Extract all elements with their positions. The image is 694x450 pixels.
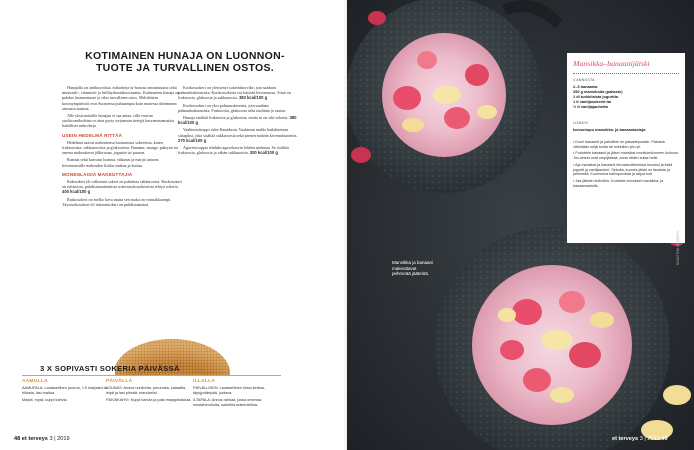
tip-text: Marjat, mysli, kuppi kahvia. bbox=[22, 397, 68, 402]
tip-heading: PÄIVÄLLÄ bbox=[106, 379, 133, 384]
issue-number: 3 | 2019 bbox=[49, 436, 70, 442]
paragraph bbox=[62, 179, 182, 195]
magazine-name: et terveys bbox=[612, 436, 639, 442]
tip-heading: AAMULLA bbox=[22, 379, 48, 384]
paragraph-text: Kookossokeri on yleistynyt sokerinkorvike, jota saadaan palmunkukinnoista. Kookossokeria voi käyttää leivonnassa. Siinä on fruktoosia, glukoosia ja sakkaroosia. bbox=[178, 85, 291, 101]
paragraph bbox=[178, 115, 298, 125]
paragraph-text: Hunaja sisältää fruktoosia ja glukoosia, mutta se on silti sokeria. bbox=[183, 115, 289, 121]
recipe-card bbox=[567, 53, 685, 243]
tip-illalla bbox=[193, 375, 281, 434]
kcal-value: 382 kcal/100 g bbox=[238, 95, 268, 101]
issue-number: 3 | 2019 bbox=[639, 436, 660, 442]
photo-credit: KUVAT EVA LINDBERG bbox=[676, 230, 680, 265]
tip-text: PÄIVÄLLINEN: Lautasellinen linssi-keittoa, täysjyväleipää, juotava. bbox=[193, 386, 265, 395]
tips-section bbox=[22, 375, 317, 430]
subheading: USEIN HEDELMÄ RITTÄÄ bbox=[62, 132, 123, 138]
paragraph: Rusinat sekä kuivatut luumut, viikunat ja marjat antavat leivonnaisiille makeuden lisäksi makua ja kuitua. bbox=[62, 157, 159, 168]
photo-caption: Mansikka ja banaani makeuttavat pehmeää jäätelöä. bbox=[392, 260, 434, 276]
kcal-value: 380 kcal/100 g bbox=[178, 115, 297, 126]
extra-label: LISÄKSI bbox=[573, 121, 588, 125]
recipe-title: Mansikka–banaanijätski bbox=[573, 59, 650, 68]
tip-heading: ILLALLA bbox=[193, 379, 216, 384]
paragraph-text: Vaahterasiirappi tulee Kanadasta. Vaahteran mahla haihdutetaan siirapiksi, joka sisältää sakkaroosia sekä pienen määrän kivennäisaineita. bbox=[178, 127, 298, 138]
tips-title: 3 X SOPIVASTI SOKERIA PÄIVÄSSÄ bbox=[40, 364, 180, 373]
tip-text: ILTAPALA: Annos rahkaa, jossa omenaa, mustaherukoita, sokerilla makeutettua. bbox=[193, 397, 263, 407]
servings-label: 4 ANNOSTA bbox=[573, 78, 595, 82]
page-folio-right bbox=[612, 436, 668, 442]
kcal-value: 300 kcal/100 g bbox=[249, 150, 278, 156]
article-column-1 bbox=[62, 85, 182, 209]
recipe-divider bbox=[573, 73, 679, 74]
paragraph: Hedelmät saavat makeutensa luontaisista sokereista, kuten fruktoosista, sakkaroosista ja glukoosista. Banaani, mango, päärynä tai omena makeuttavat jälkiruoan, jogurtin tai puuron. bbox=[62, 139, 178, 156]
page-number: 48 bbox=[14, 436, 21, 442]
magazine-name: et terveys bbox=[21, 436, 48, 442]
kcal-value: 270 kcal/100 g bbox=[178, 137, 207, 143]
tip-text: AAMUPALA: Lautasellinen puuroa, 1 tl marjasta tai hillosta, lasi maitoa. bbox=[22, 386, 108, 395]
recipe-steps bbox=[573, 140, 681, 190]
recipe-step: • Jaa jätskiin kulhoihin. Koristele annokset mansikka- ja banaaniastuilla. bbox=[573, 178, 664, 188]
recipe-step: • Kuori banaanit ja paloittele ne pakastepussiin. Pakasta vähintään neljä tuntia tai mieluiten yön yli. bbox=[573, 140, 665, 149]
ingredient-list bbox=[573, 84, 681, 109]
kcal-value: 400 kcal/100 g bbox=[62, 189, 91, 195]
paragraph: Alle yksivuotiaille hunajaa ei saa antaa, sillä vauvan suolistomikrobisto ei aina pysty torjumaan tiettyjä kasvamistamaisia haitallisia mikrobeja. bbox=[62, 113, 175, 129]
paragraph bbox=[178, 127, 298, 143]
paragraph bbox=[178, 85, 298, 101]
paragraph-text: Agavesiirappia tehdään agavekasvin lehtien mehusta. Se sisältää fruktoosia, glukoosia ja vähän sakkaroosia. bbox=[178, 145, 289, 156]
recipe-step: • Aja mansikat ja banaanit tehosekoittimessa muruksi ja lisää jogurtti ja vaniljasokeri. Sekoita, kunnes jätski on tasaista ja pehmeää. Kuumenna kahviporoista ja tarjoa heti. bbox=[573, 162, 673, 177]
article-column-2 bbox=[178, 85, 298, 157]
tip-aamulla bbox=[22, 375, 110, 434]
page-folio-left bbox=[14, 436, 70, 442]
ingredient: 250 g mansikoita (pakaste) bbox=[573, 89, 623, 95]
tip-paivalla bbox=[106, 375, 194, 434]
extra-ingredient: koivuntupu mansikka- ja banaaniastuja bbox=[573, 127, 646, 132]
paragraph bbox=[178, 145, 298, 155]
recipe-step: • Pudottele banaanit ja jäiset mansikat monitoimikoneen kulhoon. Jos aineet ovat umpijäässä, anna niiden sulaa hetki. bbox=[573, 151, 680, 161]
subheading: MONENLAISIA MAKEUTTAJIA bbox=[62, 171, 133, 177]
page-number: 49 bbox=[661, 436, 668, 442]
ingredient: 1 tl vaniljasokeria tai bbox=[573, 99, 612, 105]
tip-text: PÄIVÄKAHVI: Kuppi kahvia ja pala marjapiirakkaa. bbox=[106, 397, 192, 402]
ingredient: 1 dl turkkilaista jogurttia bbox=[573, 94, 618, 100]
paragraph: Kookossokeri on yksi palmusokereista, jota saadaan palmunkukinnoista. Fruktoosia, glukoosia sekä inuliinia ja rautaa. bbox=[178, 102, 286, 113]
article-headline: KOTIMAINEN HUNAJA ON LUONNON-TUOTE JA TURVALLINEN OSTOS. bbox=[85, 50, 285, 74]
ingredient: ½ tl vaniljajauhetta bbox=[573, 104, 608, 110]
paragraph: Ruskosokeri on melko kova mutta sen maku on voimakkaampi. Täysruokosokeri eli intiaanisokeri on puhdistamaton. bbox=[62, 196, 172, 207]
paragraph-text: Kidesokeri eli valkoinen sokeri on puhdasta sakkaroosia. Ruskosokeri on erilaisista, puhdistamattomista sokeriruokosokereista tehtyä sokeria. bbox=[62, 179, 182, 190]
ingredient: 2–3 banaania bbox=[573, 84, 598, 89]
tip-text: LOUNAS: Annos uunilohta, perunoita, salaattia, leipä ja lasi piimää, mandariini. bbox=[106, 386, 186, 395]
paragraph: Hunajalla on antibioottista, mikrobeja tu-hoavaa ominaisuutta sekä mineraali-, vitamiini- ja hiilihydraattikoostumus. Kotimainen hunaja on puhdas luonnontuote ja siksi turvallinen ostos. Mehiläisten kasvuympäristöt ovat Suomessa puhtaampia kuin monessa tiheämmin asutussa maassa. bbox=[62, 85, 180, 111]
